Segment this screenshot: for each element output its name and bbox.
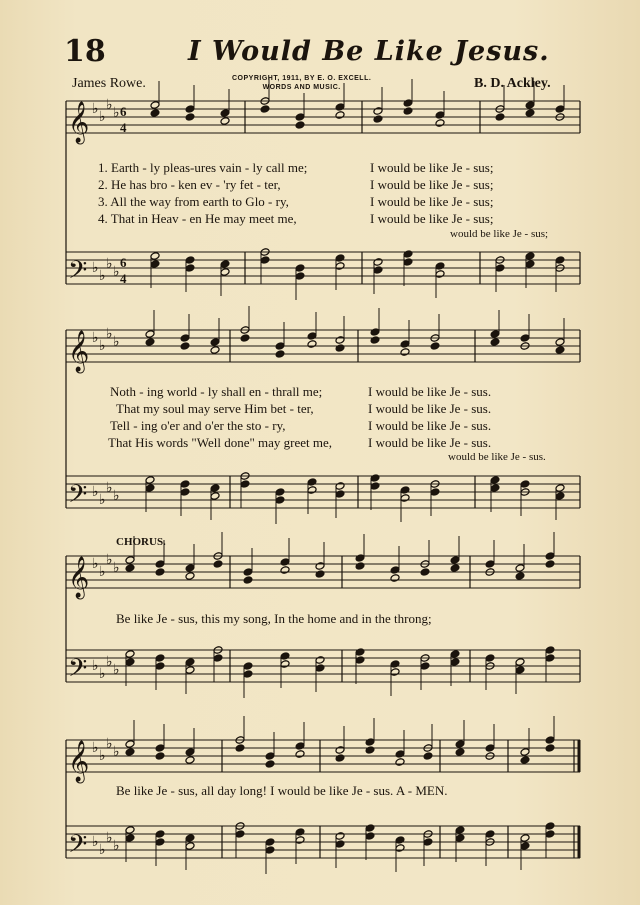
treble-clef-icon: 𝄞: [68, 557, 90, 598]
svg-text:♭: ♭: [92, 556, 99, 572]
svg-text:♭: ♭: [113, 264, 120, 280]
note-head: [455, 834, 465, 843]
note-head: [335, 832, 345, 841]
note-head: [125, 650, 135, 659]
svg-text:♭: ♭: [113, 560, 120, 576]
note-head: [450, 556, 460, 565]
svg-text:♭: ♭: [106, 830, 113, 846]
note-head: [555, 492, 565, 501]
svg-text:♭: ♭: [113, 105, 120, 121]
note-head: [265, 846, 275, 855]
note-head: [335, 482, 345, 491]
note-head: [213, 560, 223, 569]
note-head: [185, 264, 195, 273]
note-head: [355, 656, 365, 665]
note-head: [485, 830, 495, 839]
note-head: [125, 748, 135, 757]
note-head: [155, 752, 165, 761]
note-head: [295, 828, 305, 837]
note-head: [423, 752, 433, 761]
refrain-5: I would be like Je - sus.: [368, 384, 492, 399]
note-head: [315, 664, 325, 673]
note-head: [185, 666, 195, 675]
note-head: [373, 258, 383, 267]
svg-text:6: 6: [120, 255, 127, 270]
note-head: [555, 105, 565, 114]
note-head: [180, 488, 190, 497]
verse-4-line-1: [98, 211, 297, 227]
note-head: [420, 662, 430, 671]
note-head: [515, 658, 525, 667]
verse-number: 3.: [98, 194, 108, 209]
note-head: [125, 826, 135, 835]
svg-text:4: 4: [120, 120, 127, 135]
refrain-2: I would be like Je - sus;: [370, 177, 494, 192]
verse-3-line-1: [98, 194, 289, 210]
note-head: [185, 748, 195, 757]
bass-clef-icon: 𝄢: [68, 256, 88, 291]
refrain-7: I would be like Je - sus.: [368, 418, 492, 433]
note-head: [403, 250, 413, 259]
note-head: [145, 484, 155, 493]
note-head: [390, 660, 400, 669]
note-head: [265, 752, 275, 761]
note-head: [373, 107, 383, 116]
bass-clef-icon: 𝄢: [68, 480, 88, 515]
note-head: [335, 840, 345, 849]
note-head: [180, 480, 190, 489]
svg-text:♭: ♭: [99, 338, 106, 354]
svg-text:♭: ♭: [113, 334, 120, 350]
note-head: [355, 648, 365, 657]
svg-text:♭: ♭: [99, 268, 106, 284]
verse-1-line-1: [98, 160, 307, 176]
note-head: [455, 740, 465, 749]
note-head: [155, 662, 165, 671]
note-head: [155, 568, 165, 577]
note-head: [150, 252, 160, 261]
note-head: [423, 838, 433, 847]
note-head: [555, 484, 565, 493]
note-head: [335, 336, 345, 345]
refrain-8: I would be like Je - sus.: [368, 435, 492, 450]
note-head: [365, 832, 375, 841]
note-head: [545, 560, 555, 569]
svg-text:♭: ♭: [99, 842, 106, 858]
svg-text:♭: ♭: [106, 326, 113, 342]
note-head: [490, 330, 500, 339]
note-head: [370, 336, 380, 345]
bass-clef-icon: 𝄢: [68, 654, 88, 689]
note-head: [125, 740, 135, 749]
verse-text: He has bro - ken ev - 'ry fet - ter,: [111, 177, 281, 192]
note-head: [435, 262, 445, 271]
note-head: [355, 562, 365, 571]
bass-echo-1: would be like Je - sus;: [450, 228, 549, 240]
note-head: [243, 670, 253, 679]
verse-number: 2.: [98, 177, 108, 192]
note-head: [390, 668, 400, 677]
note-head: [220, 117, 230, 126]
note-head: [275, 488, 285, 497]
verse-2-line-1: [98, 177, 281, 193]
note-head: [185, 105, 195, 114]
note-head: [390, 574, 400, 583]
note-head: [455, 826, 465, 835]
note-head: [485, 560, 495, 569]
note-head: [185, 256, 195, 265]
note-head: [145, 338, 155, 347]
note-head: [545, 654, 555, 663]
svg-text:♭: ♭: [113, 662, 120, 678]
note-head: [280, 652, 290, 661]
verse-3-line-2: Tell - ing o'er and o'er the sto - ry,: [110, 418, 286, 433]
refrain-6: I would be like Je - sus.: [368, 401, 492, 416]
treble-clef-icon: 𝄞: [68, 741, 90, 782]
note-head: [335, 254, 345, 263]
note-head: [520, 842, 530, 851]
note-head: [485, 744, 495, 753]
verse-text: That in Heav - en He may meet me,: [110, 211, 297, 226]
chorus-line-1: Be like Je - sus, this my song, In the home and in the throng;: [116, 611, 432, 626]
svg-text:♭: ♭: [113, 838, 120, 854]
staff-2-treble: [66, 330, 580, 362]
note-head: [307, 486, 317, 495]
note-head: [370, 482, 380, 491]
note-head: [210, 492, 220, 501]
hymn-title: I Would Be Like Jesus.: [188, 36, 550, 67]
note-head: [125, 834, 135, 843]
note-head: [125, 658, 135, 667]
svg-text:♭: ♭: [99, 666, 106, 682]
note-head: [450, 564, 460, 573]
verse-1-line-2: Noth - ing world - ly shall en - thrall me;: [110, 384, 323, 399]
note-head: [335, 746, 345, 755]
note-head: [373, 115, 383, 124]
note-head: [490, 338, 500, 347]
note-head: [455, 748, 465, 757]
note-head: [373, 266, 383, 275]
note-head: [125, 564, 135, 573]
note-head: [335, 754, 345, 763]
note-head: [295, 272, 305, 281]
note-head: [315, 570, 325, 579]
note-head: [365, 738, 375, 747]
note-head: [185, 564, 195, 573]
svg-text:♭: ♭: [92, 658, 99, 674]
note-head: [485, 654, 495, 663]
svg-text:♭: ♭: [92, 260, 99, 276]
note-head: [490, 484, 500, 493]
composer: B. D. Ackley.: [474, 76, 551, 91]
note-head: [235, 830, 245, 839]
note-head: [243, 662, 253, 671]
svg-text:♭: ♭: [92, 740, 99, 756]
chorus-line-2: Be like Je - sus, all day long! I would be like Je - sus. A - MEN.: [116, 783, 448, 798]
note-head: [403, 107, 413, 116]
note-head: [155, 838, 165, 847]
note-head: [155, 560, 165, 569]
staff-2-bass: [66, 476, 580, 508]
note-head: [150, 109, 160, 118]
note-head: [555, 338, 565, 347]
verse-text: All the way from earth to Glo - ry,: [110, 194, 289, 209]
note-head: [185, 756, 195, 765]
note-head: [280, 558, 290, 567]
note-head: [525, 260, 535, 269]
svg-text:♭: ♭: [106, 736, 113, 752]
note-head: [315, 656, 325, 665]
note-head: [180, 342, 190, 351]
svg-text:♭: ♭: [99, 492, 106, 508]
note-head: [265, 760, 275, 769]
note-head: [145, 330, 155, 339]
verse-text: Earth - ly pleas-ures vain - ly call me;: [111, 160, 308, 175]
note-head: [275, 496, 285, 505]
svg-text:♭: ♭: [106, 97, 113, 113]
note-head: [243, 576, 253, 585]
chorus-label: CHORUS.: [116, 536, 166, 548]
note-head: [545, 830, 555, 839]
note-head: [520, 756, 530, 765]
copyright-line-2: WORDS AND MUSIC.: [262, 84, 341, 91]
note-head: [430, 488, 440, 497]
note-head: [395, 836, 405, 845]
treble-clef-icon: 𝄞: [68, 102, 90, 143]
note-head: [213, 654, 223, 663]
note-head: [155, 654, 165, 663]
note-head: [240, 334, 250, 343]
note-head: [420, 568, 430, 577]
staff-4-bass: [66, 826, 580, 858]
note-head: [335, 262, 345, 271]
treble-clef-icon: 𝄞: [68, 331, 90, 372]
svg-text:4: 4: [120, 271, 127, 286]
note-head: [450, 650, 460, 659]
note-head: [525, 109, 535, 118]
note-head: [150, 260, 160, 269]
note-head: [555, 256, 565, 265]
hymn-number: 18: [64, 34, 106, 69]
bass-echo-2: would be like Je - sus.: [448, 451, 546, 463]
note-head: [210, 338, 220, 347]
note-head: [520, 480, 530, 489]
note-head: [370, 328, 380, 337]
note-head: [490, 476, 500, 485]
note-head: [295, 121, 305, 130]
note-head: [220, 109, 230, 118]
svg-text:6: 6: [120, 104, 127, 119]
note-head: [185, 113, 195, 122]
svg-text:♭: ♭: [106, 256, 113, 272]
note-head: [307, 332, 317, 341]
note-head: [307, 340, 317, 349]
note-head: [520, 834, 530, 843]
svg-text:♭: ♭: [106, 654, 113, 670]
note-head: [220, 268, 230, 277]
svg-text:♭: ♭: [99, 748, 106, 764]
verse-4-line-2: That His words "Well done" may greet me,: [108, 435, 333, 450]
note-head: [295, 750, 305, 759]
refrain-4: I would be like Je - sus;: [370, 211, 494, 226]
note-head: [180, 334, 190, 343]
note-head: [335, 490, 345, 499]
refrain-3: I would be like Je - sus;: [370, 194, 494, 209]
note-head: [403, 99, 413, 108]
note-head: [520, 334, 530, 343]
note-head: [545, 822, 555, 831]
note-head: [335, 111, 345, 120]
note-head: [155, 830, 165, 839]
note-head: [265, 838, 275, 847]
note-head: [145, 476, 155, 485]
note-head: [403, 258, 413, 267]
note-head: [365, 746, 375, 755]
staff-4-treble: [66, 740, 580, 772]
note-head: [355, 554, 365, 563]
note-head: [435, 119, 445, 128]
svg-text:♭: ♭: [99, 109, 106, 125]
note-head: [495, 264, 505, 273]
note-head: [210, 346, 220, 355]
note-head: [515, 564, 525, 573]
copyright-line-1: COPYRIGHT, 1911, BY E. O. EXCELL.: [232, 75, 372, 82]
note-head: [275, 342, 285, 351]
note-head: [495, 113, 505, 122]
note-head: [400, 348, 410, 357]
note-head: [295, 836, 305, 845]
verse-number: 4.: [98, 211, 108, 226]
note-head: [185, 834, 195, 843]
note-head: [400, 494, 410, 503]
svg-text:♭: ♭: [113, 744, 120, 760]
note-head: [260, 256, 270, 265]
note-head: [545, 744, 555, 753]
note-head: [260, 105, 270, 114]
note-head: [450, 658, 460, 667]
note-head: [525, 101, 535, 110]
note-head: [515, 572, 525, 581]
verse-number: 1.: [98, 160, 108, 175]
refrain-1: I would be like Je - sus;: [370, 160, 494, 175]
svg-text:♭: ♭: [92, 101, 99, 117]
note-head: [210, 484, 220, 493]
svg-text:♭: ♭: [92, 834, 99, 850]
note-head: [400, 340, 410, 349]
note-head: [515, 666, 525, 675]
note-head: [545, 552, 555, 561]
note-head: [395, 758, 405, 767]
bass-clef-icon: 𝄢: [68, 830, 88, 865]
note-head: [240, 480, 250, 489]
note-head: [545, 736, 555, 745]
note-head: [280, 660, 290, 669]
author: James Rowe.: [72, 76, 146, 91]
note-head: [185, 572, 195, 581]
note-head: [295, 742, 305, 751]
note-head: [365, 824, 375, 833]
svg-text:♭: ♭: [106, 480, 113, 496]
note-head: [435, 270, 445, 279]
note-head: [400, 486, 410, 495]
svg-text:♭: ♭: [92, 330, 99, 346]
note-head: [185, 658, 195, 667]
note-head: [395, 844, 405, 853]
note-head: [435, 111, 445, 120]
note-head: [295, 264, 305, 273]
note-head: [395, 750, 405, 759]
svg-text:♭: ♭: [106, 552, 113, 568]
note-head: [390, 566, 400, 575]
note-head: [125, 556, 135, 565]
note-head: [520, 748, 530, 757]
svg-text:♭: ♭: [99, 564, 106, 580]
note-head: [295, 113, 305, 122]
verse-2-line-2: That my soul may serve Him bet - ter,: [116, 401, 314, 416]
note-head: [280, 566, 290, 575]
note-head: [555, 346, 565, 355]
note-head: [185, 842, 195, 851]
note-head: [220, 260, 230, 269]
note-head: [150, 101, 160, 110]
note-head: [275, 350, 285, 359]
note-head: [155, 744, 165, 753]
note-head: [235, 744, 245, 753]
svg-text:♭: ♭: [113, 488, 120, 504]
note-head: [307, 478, 317, 487]
note-head: [525, 252, 535, 261]
note-head: [545, 646, 555, 655]
note-head: [315, 562, 325, 571]
note-head: [243, 568, 253, 577]
svg-text:♭: ♭: [92, 484, 99, 500]
note-head: [370, 474, 380, 483]
note-head: [335, 103, 345, 112]
note-head: [430, 342, 440, 351]
note-head: [335, 344, 345, 353]
